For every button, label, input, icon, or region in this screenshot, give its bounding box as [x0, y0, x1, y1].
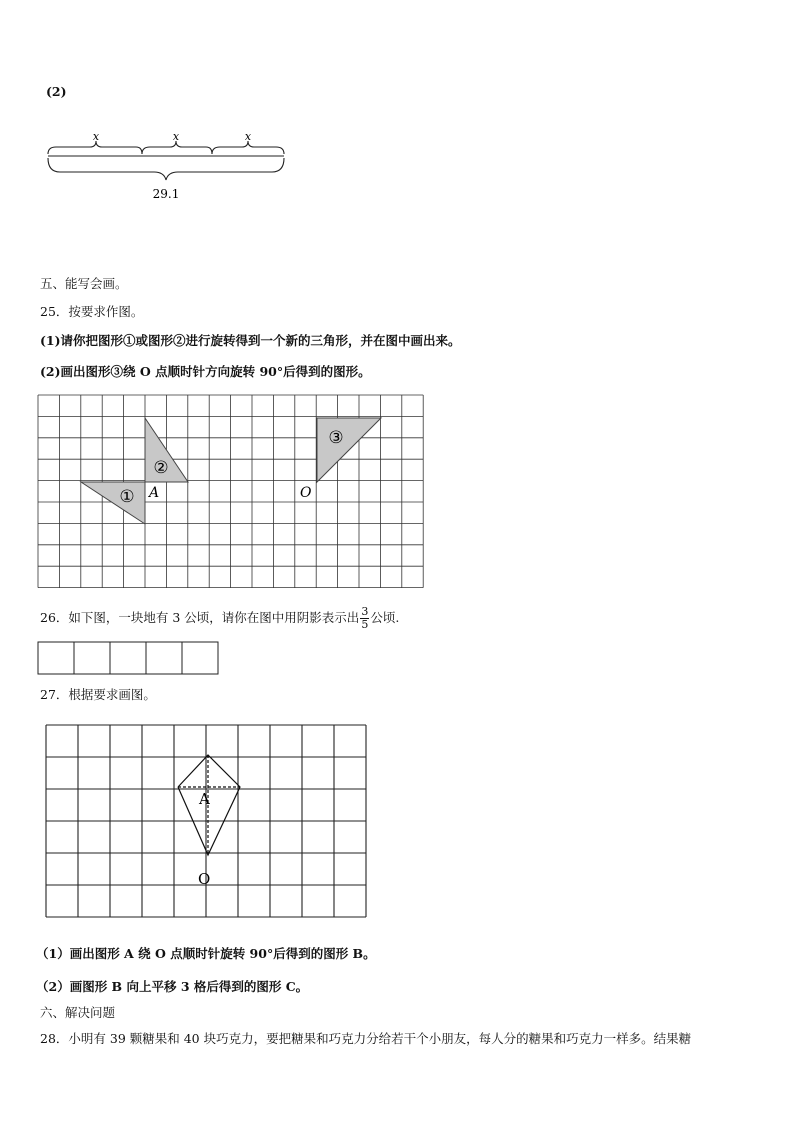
part-label: (2) — [46, 84, 67, 99]
q25-item2: (2)画出图形③绕 O 点顺时针方向旋转 90°后得到的图形。 — [40, 364, 371, 379]
shape-label-2: ② — [153, 458, 169, 478]
triangle-shape-3 — [317, 418, 381, 482]
bottom-brace — [48, 158, 284, 180]
segment-label-3: x — [244, 130, 252, 143]
q25-title: 25．按要求作图。 — [40, 304, 144, 319]
shape-label-3: ③ — [328, 428, 344, 448]
shape-label-1: ① — [119, 487, 135, 507]
fraction-denominator: 5 — [361, 618, 369, 631]
point-label-O: O — [300, 485, 312, 501]
q27-item1: （1）画出图形 A 绕 O 点顺时针旋转 90°后得到的图形 B。 — [36, 946, 376, 961]
q28-text: 28．小明有 39 颗糖果和 40 块巧克力，要把糖果和巧克力分给若干个小朋友，每人分的糖果和巧克力一样多。结果糖 — [40, 1031, 692, 1046]
q26-text-after: 公顷. — [370, 610, 400, 625]
total-label: 29.1 — [152, 187, 180, 201]
brace-diagram — [40, 126, 300, 210]
kite-grid — [44, 715, 372, 927]
top-braces — [48, 141, 284, 154]
section6-heading: 六、解决问题 — [40, 1005, 116, 1020]
fraction-numerator: 3 — [361, 605, 369, 618]
q25-item1: (1)请你把图形①或图形②进行旋转得到一个新的三角形，并在图中画出来。 — [40, 333, 461, 348]
point-label-A: A — [199, 790, 210, 808]
rotation-grid — [37, 394, 425, 590]
triangle-shape-1 — [81, 482, 145, 524]
segment-label-1: x — [92, 130, 100, 143]
grid-lines — [46, 725, 366, 917]
fraction-three-fifths — [360, 606, 369, 631]
q26-question — [40, 601, 399, 635]
point-label-A: A — [149, 485, 160, 501]
point-label-O: O — [198, 870, 211, 888]
q26-text-before: 26．如下图，一块地有 3 公顷，请你在图中用阴影表示出 — [40, 610, 360, 625]
q27-item2: （2）画图形 B 向上平移 3 格后得到的图形 C。 — [36, 979, 309, 994]
q27-title: 27．根据要求画图。 — [40, 687, 156, 702]
land-strip-grid — [37, 641, 221, 676]
segment-label-2: x — [172, 130, 180, 143]
section5-heading: 五、能写会画。 — [40, 276, 128, 291]
